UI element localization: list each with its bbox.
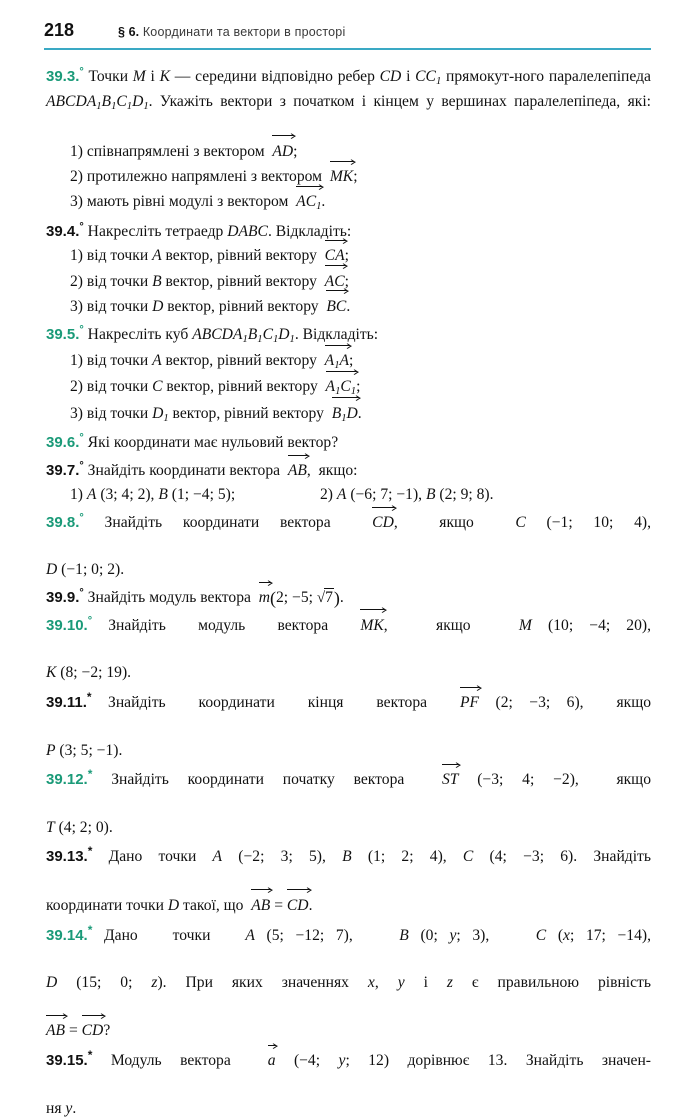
running-head (118, 25, 345, 39)
task-item: 3) мають рівні модулі з вектором $AC_1$. (70, 189, 651, 215)
task-item: 2) протилежно напрямлені з вектором MK; (70, 164, 651, 189)
task-39-4 (46, 219, 651, 319)
task-39-15 (46, 1046, 651, 1120)
task-body-cont: P (3; 5; −1). (46, 741, 123, 759)
task-body: 39.7.° Знайдіть координати вектора AB, якщо: (46, 458, 651, 483)
task-number: 39.4.° (46, 220, 84, 240)
task-body: 39.13.* Дано точки A (−2; 3; 5), B (1; 2; 4), C (4; −3; 6). Знайдіть (46, 844, 651, 866)
task-number: 39.7.° (46, 459, 84, 479)
section-label: § 6. (118, 25, 140, 39)
exercise-list (0, 50, 695, 1120)
task-39-3 (46, 64, 651, 216)
task-body-cont: AB = CD? (46, 1018, 651, 1043)
task-item: 2) від точки B вектор, рівний вектору AC; (70, 269, 651, 294)
task-number: 39.13.* (46, 844, 93, 866)
task-item-columns (70, 483, 651, 507)
task-body: 39.9.° Знайдіть модуль вектора m(2; −5; √7). (46, 587, 344, 609)
task-39-7 (46, 458, 651, 507)
task-body: 39.5.° Накресліть куб $ABCDA_1B_1C_1D_1$. Відкладіть: (46, 323, 379, 345)
task-number: 39.10.° (46, 614, 93, 634)
task-body-cont: ня y. (46, 1099, 77, 1117)
task-39-6 (46, 430, 651, 455)
task-39-9 (46, 585, 651, 610)
task-item: 1) від точки A вектор, рівний вектору $A_1A$; (70, 348, 651, 374)
task-body: 39.15.* Модуль вектора a (−4; y; 12) дорівнює 13. Знайдіть значен- (46, 1046, 651, 1096)
page-header (0, 0, 695, 41)
task-number: 39.11.* (46, 690, 92, 712)
task-39-13 (46, 842, 651, 917)
task-body-cont: T (4; 2; 0). (46, 818, 113, 836)
task-39-5 (46, 322, 651, 427)
task-number: 39.15.* (46, 1048, 93, 1070)
task-item: 1) A (3; 4; 2), B (1; −4; 5); (70, 485, 236, 503)
task-39-12 (46, 765, 651, 839)
task-body-cont: D (15; 0; z). При яких значеннях x, y і z є правильною рівність (46, 974, 651, 992)
task-39-8 (46, 510, 651, 582)
task-number: 39.14.* (46, 922, 93, 944)
task-body: 39.4.° Накресліть тетраедр DABC. Відкладіть: (46, 220, 352, 240)
task-body-cont: D (−1; 0; 2). (46, 561, 125, 579)
task-number: 39.5.° (46, 323, 84, 343)
section-title: Координати та вектори в просторі (142, 25, 346, 39)
page-number: 218 (44, 20, 75, 40)
task-body: 39.3.° Точки M і K — середини відповідно ребер CD і $CC_1$ прямокут-ного паралелепіпеда $ABCDA_1B_1C_1D_1$. Укажіть вектори з початком і кінцем у вершинах паралелепіпеда, які: (46, 66, 651, 113)
task-body: 39.11.* Знайдіть координати кінця вектора PF (2; −3; 6), якщо (46, 688, 651, 738)
task-item: 1) від точки A вектор, рівний вектору CA; (70, 243, 651, 268)
task-body-cont: координати точки D такої, що AB = CD. (46, 893, 651, 918)
task-body: 39.14.* Дано точки A (5; −12; 7), B (0; y; 3), C (x; 17; −14), (46, 922, 651, 944)
task-body: 39.10.° Знайдіть модуль вектора MK, якщо M (10; −4; 20), (46, 613, 651, 661)
task-item: 2) від точки C вектор, рівний вектору $A_1C_1$; (70, 374, 651, 400)
task-number: 39.3.° (46, 66, 84, 85)
task-item: 2) A (−6; 7; −1), B (2; 9; 8). (320, 485, 494, 503)
task-body: 39.8.° Знайдіть координати вектора CD, якщо C (−1; 10; 4), (46, 510, 651, 558)
task-39-10 (46, 613, 651, 685)
task-item: 3) від точки D вектор, рівний вектору BC. (70, 294, 651, 319)
task-39-14 (46, 921, 651, 1044)
task-body: 39.6.° Які координати має нульовий вектор? (46, 432, 339, 452)
task-number: 39.12.* (46, 767, 93, 789)
task-body: 39.12.* Знайдіть координати початку вектора ST (−3; 4; −2), якщо (46, 765, 651, 815)
task-number: 39.9.° (46, 587, 84, 607)
task-item: 1) співнапрямлені з вектором AD; (70, 139, 651, 164)
task-39-11 (46, 688, 651, 762)
task-body-cont: K (8; −2; 19). (46, 664, 132, 682)
task-number: 39.8.° (46, 511, 84, 531)
task-number: 39.6.° (46, 432, 84, 452)
task-item: 3) від точки $D_1$ вектор, рівний вектору $B_1D$. (70, 401, 651, 427)
